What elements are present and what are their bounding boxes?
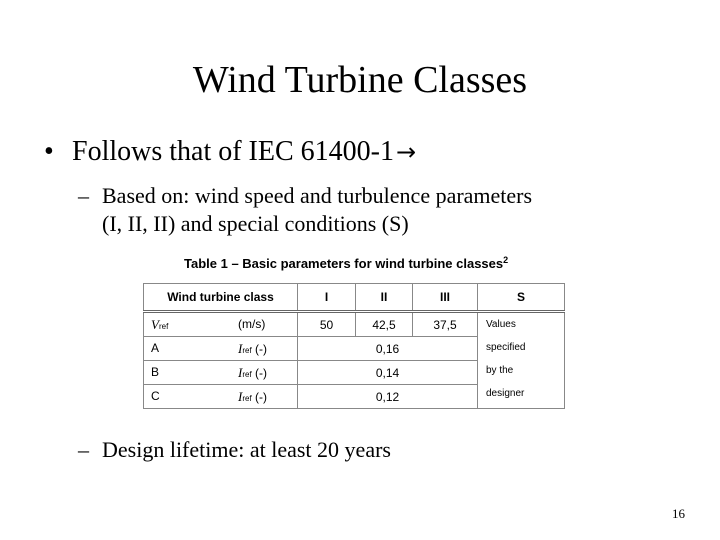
header-class-i: I [298,284,356,312]
table-caption-text: Table 1 – Basic parameters for wind turbine classes [184,256,504,271]
header-wind-turbine-class: Wind turbine class [144,284,298,312]
table-caption [184,255,508,271]
row-c-label-cell [144,385,298,409]
bullet-dot: • [44,136,54,167]
bullet-iec [44,136,416,168]
header-class-iii: III [413,284,478,312]
header-class-s: S [478,284,565,312]
row-a-unit: Iref (-) [238,341,268,356]
page-number: 16 [672,506,685,521]
arrow-right-icon: → [396,138,417,166]
row-a-label-cell [144,337,298,361]
row-c-iref-value: 0,12 [298,385,478,409]
vref-unit: (m/s) [238,317,266,331]
wind-turbine-class-table [143,283,565,409]
row-b-label-cell [144,361,298,385]
dash-marker: – [78,183,89,208]
slide-title: Wind Turbine Classes [192,59,528,101]
s-note-line1: Values [486,319,516,330]
row-b-iref-value: 0,14 [298,361,478,385]
table-caption-footnote: 2 [503,255,509,265]
row-c-label: C [151,389,160,403]
subbullet-based-on-line1: Based on: wind speed and turbulence parameters [102,183,533,208]
row-c-unit: Iref (-) [238,389,268,404]
s-note-line4: designer [486,388,525,399]
subbullet-design-lifetime [78,436,678,464]
vref-value-i: 50 [298,312,356,337]
vref-value-ii: 42,5 [356,312,413,337]
s-note-line2: specified [486,342,526,353]
row-b-label: B [151,365,160,379]
vref-label-cell [144,312,298,337]
subbullet-based-on-line2: (I, II, II) and special conditions (S) [102,211,409,236]
s-column-note [478,312,565,409]
table-row-vref [144,312,565,337]
vref-value-iii: 37,5 [413,312,478,337]
s-note-line3: by the [486,365,514,376]
table-header-row [144,284,565,312]
dash-marker: – [78,437,89,462]
bullet-iec-text: Follows that of IEC 61400-1 [72,136,394,167]
vref-symbol: Vref [151,317,169,332]
header-class-ii: II [356,284,413,312]
row-a-label: A [151,341,160,355]
row-b-unit: Iref (-) [238,365,268,380]
row-a-iref-value: 0,16 [298,337,478,361]
subbullet-design-lifetime-text: Design lifetime: at least 20 years [102,437,391,462]
subbullet-based-on [78,182,678,238]
